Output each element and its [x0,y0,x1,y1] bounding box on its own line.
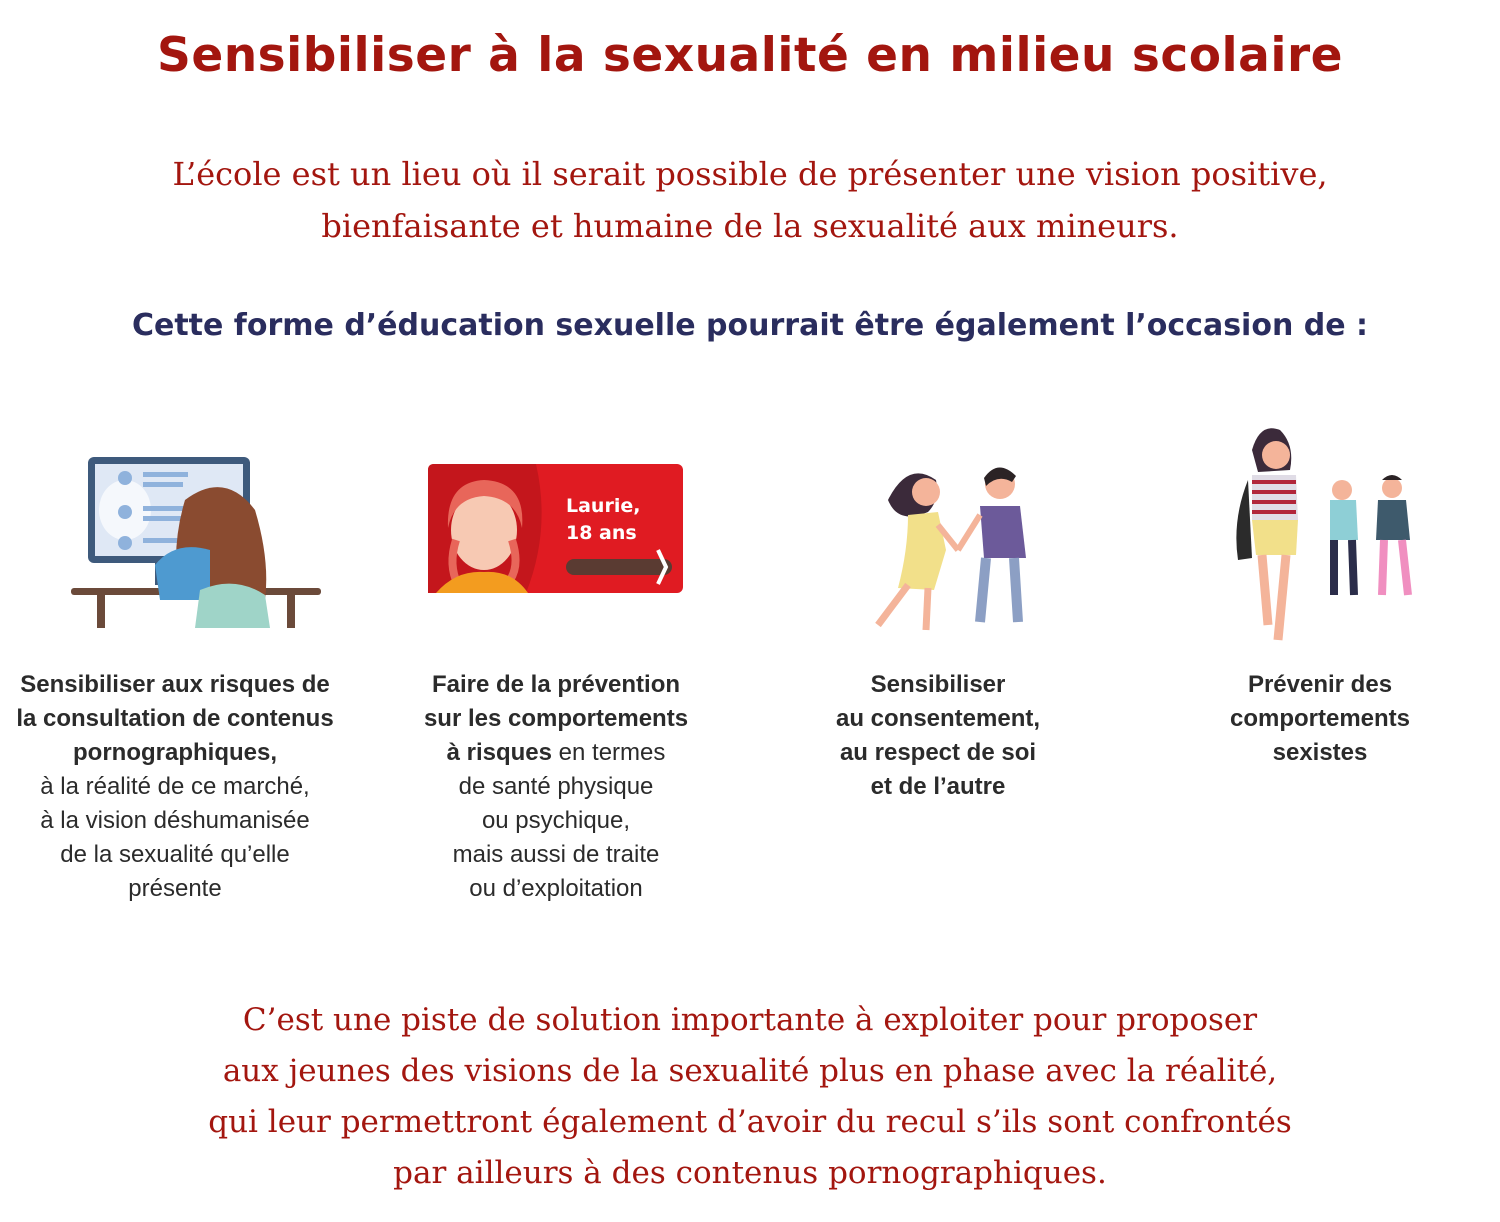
profile-card-illustration [376,400,736,650]
caption-line: ou d’exploitation [469,875,643,902]
caption-line: sexistes [1272,739,1368,766]
outro-line: C’est une piste de solution importante à exploiter pour proposer [242,1002,1258,1038]
item-caption [0,668,355,906]
caption-line: Sensibiliser aux risques de [20,671,330,698]
item-sexism [1140,400,1500,920]
caption-line: ou psychique, [481,807,631,834]
caption-line: de la sexualité qu’elle [60,841,290,868]
intro-paragraph [100,148,1400,252]
outro-line: qui leur permettront également d’avoir du recul s’ils sont confrontés [208,1104,1292,1140]
caption-line: au respect de soi [839,739,1037,766]
item-caption [758,668,1118,804]
caption-bold-part: à risques [446,739,552,766]
caption-line: Prévenir des [1247,671,1393,698]
item-risk-prevention [376,400,736,920]
caption-line: pornographiques, [73,739,277,766]
caption-line: à la réalité de ce marché, [40,773,310,800]
item-consent [758,400,1118,920]
caption-line: sur les comportements [423,705,689,732]
conclusion-paragraph [100,995,1400,1199]
intro-line: L’école est un lieu où il serait possible de présenter une vision positive, [172,155,1328,193]
card-age-text: 18 ans [566,522,637,544]
outro-line: aux jeunes des visions de la sexualité plus en phase avec la réalité, [222,1053,1278,1089]
item-caption [1140,668,1500,770]
caption-line [376,736,736,770]
teens-group-illustration [1140,400,1500,650]
caption-line: la consultation de contenus [16,705,334,732]
card-name-text: Laurie, [566,495,641,517]
section-subtitle: Cette forme d’éducation sexuelle pourrait être également l’occasion de : [131,308,1369,343]
item-caption [376,668,736,906]
intro-line: bienfaisante et humaine de la sexualité aux mineurs. [321,207,1179,245]
caption-line: et de l’autre [870,773,1006,800]
caption-line: à la vision déshumanisée [40,807,310,834]
caption-line: au consentement, [835,705,1041,732]
caption-line: de santé physique [458,773,654,800]
outro-line: par ailleurs à des contenus pornographiques. [393,1155,1107,1191]
caption-line: Sensibiliser [870,671,1006,698]
caption-line: Faire de la prévention [431,671,681,698]
caption-line: présente [128,875,222,902]
two-kids-walking-illustration [758,400,1118,650]
caption-line: mais aussi de traite [452,841,660,868]
page-title: Sensibiliser à la sexualité en milieu scolaire [157,28,1343,83]
girl-at-computer-illustration [0,400,355,650]
item-porn-risks [0,400,355,920]
caption-normal-part: en termes [552,739,666,766]
caption-line: comportements [1229,705,1411,732]
